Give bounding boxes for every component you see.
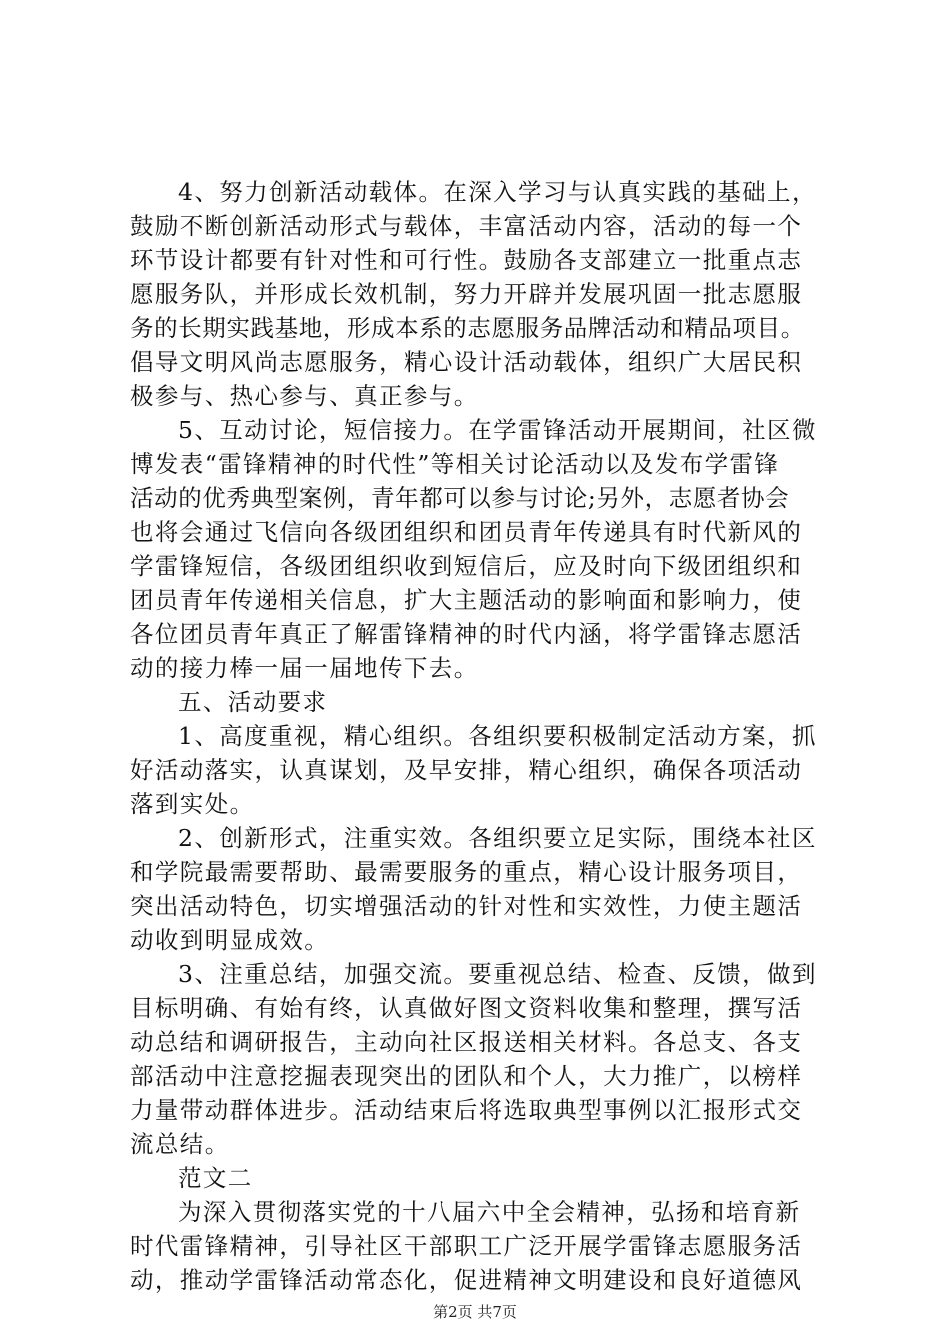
section-heading: 五、活动要求	[178, 688, 328, 716]
text-line: 为深入贯彻落实党的十八届六中全会精神，弘扬和培育新	[178, 1198, 801, 1226]
text-line: 和学院最需要帮助、最需要服务的重点，精心设计服务项目，	[130, 858, 803, 886]
text-line: 流总结。	[130, 1130, 230, 1158]
text-line: 4、努力创新活动载体。在深入学习与认真实践的基础上，	[178, 178, 817, 206]
text-line: 5、互动讨论，短信接力。在学雷锋活动开展期间，社区微	[178, 416, 817, 444]
text-line: 1、高度重视，精心组织。各组织要积极制定活动方案，抓	[178, 722, 817, 750]
text-line: 3、注重总结，加强交流。要重视总结、检查、反馈，做到	[178, 960, 817, 988]
text-line: 各位团员青年真正了解雷锋精神的时代内涵，将学雷锋志愿活	[130, 620, 803, 648]
text-line: 愿服务队，并形成长效机制，努力开辟并发展巩固一批志愿服	[130, 280, 803, 308]
text-line: 团员青年传递相关信息，扩大主题活动的影响面和影响力，使	[130, 586, 803, 614]
text-line: 活动的优秀典型案例，青年都可以参与讨论;另外，志愿者协会	[130, 484, 790, 512]
text-line: 学雷锋短信，各级团组织收到短信后，应及时向下级团组织和	[130, 552, 803, 580]
text-line: 极参与、热心参与、真正参与。	[130, 382, 479, 410]
text-line: 时代雷锋精神，引导社区干部职工广泛开展学雷锋志愿服务活	[130, 1232, 803, 1260]
text-line: 目标明确、有始有终，认真做好图文资料收集和整理，撰写活	[130, 994, 803, 1022]
text-line: 力量带动群体进步。活动结束后将选取典型事例以汇报形式交	[130, 1096, 803, 1124]
text-line: 2、创新形式，注重实效。各组织要立足实际，围绕本社区	[178, 824, 817, 852]
text-line: 鼓励不断创新活动形式与载体，丰富活动内容，活动的每一个	[130, 212, 803, 240]
text-line: 倡导文明风尚志愿服务，精心设计活动载体，组织广大居民积	[130, 348, 803, 376]
text-line: 突出活动特色，切实增强活动的针对性和实效性，力使主题活	[130, 892, 803, 920]
text-line: 博发表“雷锋精神的时代性”等相关讨论活动以及发布学雷锋	[130, 450, 780, 478]
text-line: 务的长期实践基地，形成本系的志愿服务品牌活动和精品项目。	[130, 314, 805, 342]
text-line: 落到实处。	[130, 790, 255, 818]
text-line: 好活动落实，认真谋划，及早安排，精心组织，确保各项活动	[130, 756, 803, 784]
text-line: 动收到明显成效。	[130, 926, 330, 954]
text-line: 也将会通过飞信向各级团组织和团员青年传递具有时代新风的	[130, 518, 803, 546]
section-heading: 范文二	[178, 1164, 253, 1192]
page-number-footer: 第2页 共7页	[433, 1303, 517, 1321]
text-line: 动总结和调研报告，主动向社区报送相关材料。各总支、各支	[130, 1028, 803, 1056]
text-line: 部活动中注意挖掘表现突出的团队和个人，大力推广，以榜样	[130, 1062, 803, 1090]
text-line: 动，推动学雷锋活动常态化，促进精神文明建设和良好道德风	[130, 1266, 803, 1294]
text-line: 动的接力棒一届一届地传下去。	[130, 654, 479, 682]
text-line: 环节设计都要有针对性和可行性。鼓励各支部建立一批重点志	[130, 246, 803, 274]
